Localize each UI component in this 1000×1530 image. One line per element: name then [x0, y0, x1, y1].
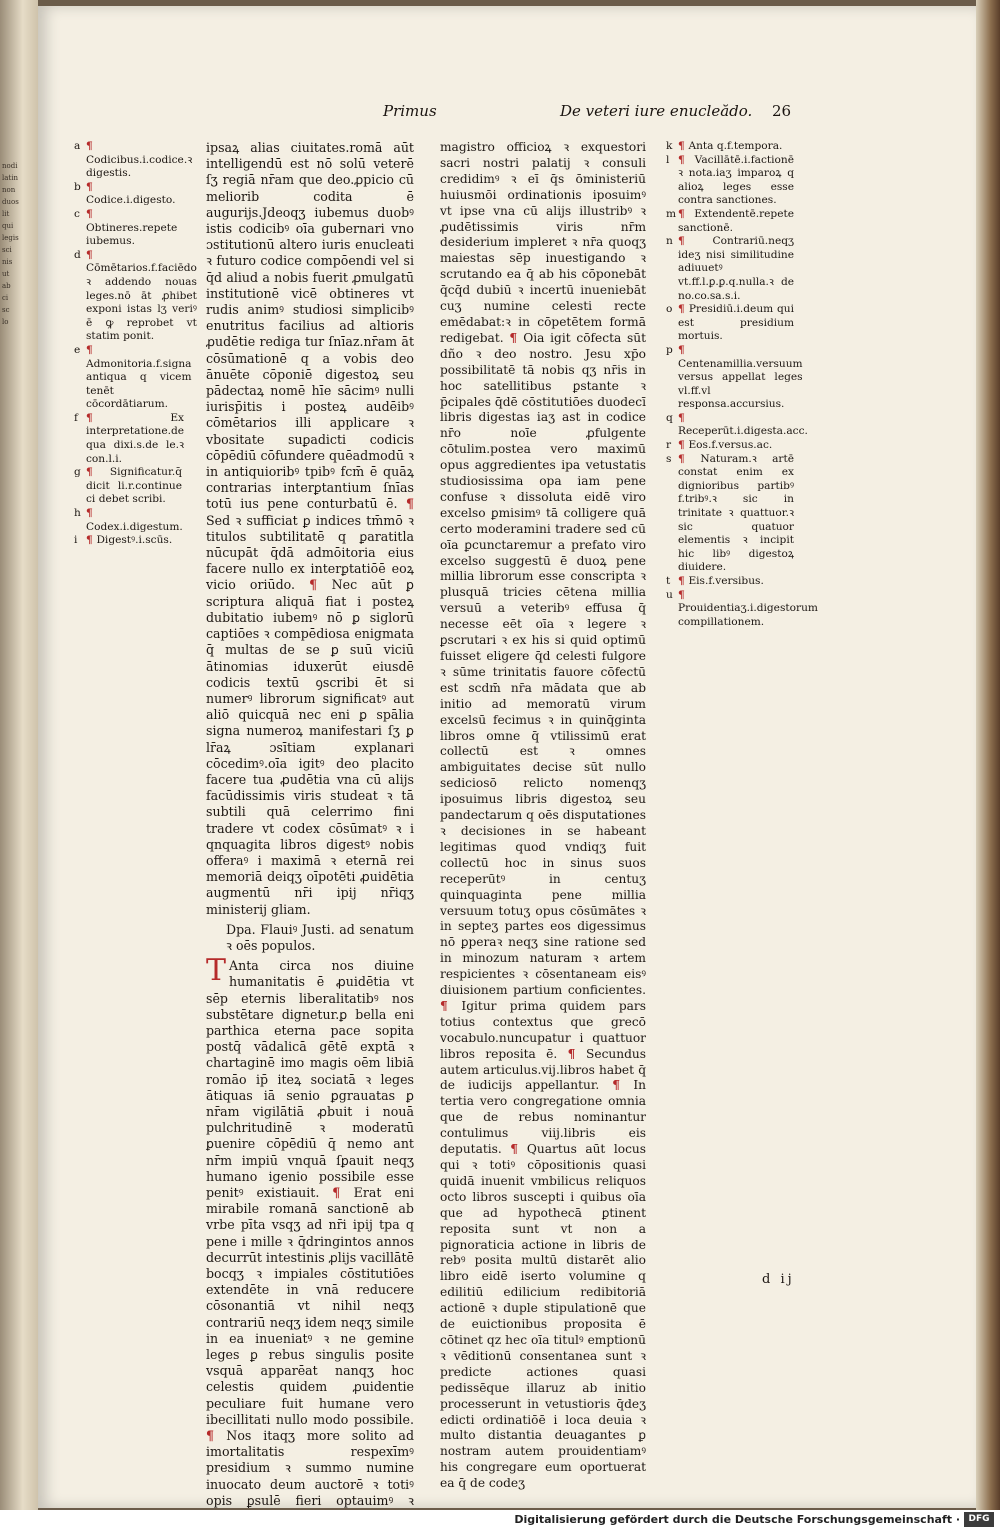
gloss-body [678, 235, 794, 303]
gloss-text: Ex interpretatione.de qua dixi.s.de le.ꝛ con.l.i. [86, 411, 185, 465]
paragraph-mark: ¶ [678, 235, 713, 248]
gloss-body [678, 453, 794, 575]
gloss-letter: h [74, 507, 81, 520]
gloss-letter: o [666, 303, 673, 316]
paragraph-text: magistro officioꝝ ꝛ exquestori sacri nostri palatij ꝛ consuli credidimꝰ ꝛ eī q̄s ōministeriū huiusmōi ordinationis iposuimꝰ vt ipse vna cū alijs illustribꝰ ꝛ ꝓudētissimis viris nr̄m desiderium impleret ꝛ nr̄a quoqʒ maiestas sēp inuestigando ꝛ scrutando ea q̄ ab his cōponebāt q̄cq̄d dubiū ꝛ incertū inueniebāt cuʒ numine celesti recte emēdabat:ꝛ in cōpetētem formā redigebat. [440, 140, 646, 345]
gloss-letter: l [666, 153, 670, 166]
gloss-text: Extendentē.repete sanctionē. [678, 207, 794, 234]
gloss-body [86, 344, 192, 412]
gloss-text: Codex.i.digestum. [86, 520, 183, 533]
paragraph-mark: ¶ [86, 140, 93, 152]
gloss-text: Codice.i.digesto. [86, 194, 176, 207]
gloss-text: Eos.f.versus.ac. [688, 439, 773, 452]
paragraph-text: Erat eni mirabile romanā sanctionē ab vrbe pīta vsqʒ ad nr̄i ipij tpa q pene i mille ꝛ q̄dringintos annos decurrūt intestinis ꝓlijs vacillātē bocqʒ ꝛ impiales cōstitutiōes extendēte in vnā reducere cōsonantiā vt nihil neqʒ contrariū neqʒ idem neqʒ simile in ea inueniatꝰ ꝛ ne gemine leges ꝑ rebus singulis posite vsquā apparēat nanqʒ hoc celestis quidem ꝓuidentie peculiare fuit humane vero ibecillitati nullo modo possibile. [206, 1185, 414, 1427]
paragraph-text: In tertia vero congregatione omnia que de rebus nominantur contulimus viij.libris eis deputatis. [440, 1078, 646, 1157]
paragraph-mark: ¶ [678, 439, 689, 452]
paragraph [440, 140, 646, 1492]
gloss-column-left [74, 140, 197, 548]
paragraph-mark: ¶ [678, 343, 685, 356]
main-text-column-1 [206, 140, 414, 1525]
gloss-letter: p [666, 343, 673, 356]
gloss-body [86, 181, 182, 208]
gloss-letter: t [666, 575, 671, 587]
paragraph-text: Oia igit cōfecta sūt dño ꝛ deo nostro. Jesu xp̄o possibilitatē tā nobis qʒ nr̄is in hoc satellitibus ꝑstante ꝛ p̄cipales q̄dē cōstitutiōes duodecī libris digestas iaʒ ast in codice nr̄o noīe ꝓfulgente cōtulim.postea vero maximū opus aggredientes ipa vetustatis studiosissima opa iam pene confuse ꝛ dissoluta eidē viro excelso ꝑmisimꝰ tā colligere quā certo moderamini tradere sed cū oīa ꝑcunctaremur a prefato viro excelso suggestū ē duoꝝ pene millia librorum esse conscripta ꝛ plusquā tricies cētena millia versuū a veteribꝰ effusa q̄ necesse eēt oīa ꝛ legere ꝛ ꝑscrutari ꝛ ex his si quid optimū fuisset eligere q̄d celesti fulgore ꝛ sūme trinitatis fauore cōfectū est scdm̄ nr̄a mādata que ab initio ad memoratū virum excelsū fecimus ꝛ in quinq̄ginta libros omne q̄ vtilissimū erat collectū est ꝛ omnes ambiguitates decise sūt nullo sediciosō relicto nomenqʒ iposuimus libris digestoꝝ seu pandectarum q oēs disputationes ꝛ decisiones in se habeant legitimas quod vndiqʒ fuit collectū hoc in sinus suos receperūtꝰ in centuʒ quinquaginta pene millia versuum totuʒ opus cōsūmātes ꝛ in septeʒ partes eos digessimus nō ꝑperaꝛ neqʒ sine ratione sed in minozum naturam ꝛ artem respicientes ꝛ cōsentaneam eisꝰ diuisionem partium conficientes. [440, 330, 646, 998]
paragraph-mark: ¶ [509, 330, 524, 345]
gloss-entry [666, 140, 794, 154]
gloss-entry [666, 343, 803, 412]
gloss-text: Admonitoria.f.signa antiqua q vicem tenēt cōcordātiarum. [86, 357, 192, 411]
paragraph-mark: ¶ [612, 1078, 634, 1093]
gloss-text: Prouidentiaʒ.i.digestorum compillationem. [678, 602, 818, 628]
paragraph-mark: ¶ [567, 1046, 587, 1061]
gloss-text: Contrariū.neqʒ ideʒ nisi similitudine adiuuetꝰ vt.ff.l.ꝑ.ꝑ.q.nulla.ꝛ de no.co.sa.s.i. [678, 235, 794, 302]
gloss-letter: s [666, 452, 672, 465]
gloss-body [678, 344, 803, 412]
gloss-text: Cōmētarios.f.faciēdo ꝛ addendo nouas leges.nō āt ꝓhibet exponi istas lʒ veriꝰ ē ꝙ reprobet vt statim ponit. [86, 262, 197, 343]
gloss-letter: a [74, 140, 81, 152]
gloss-text: Presidiū.i.deum qui est presidium mortuis. [678, 303, 794, 343]
gloss-letter: c [74, 207, 80, 220]
paragraph-mark: ¶ [86, 180, 93, 193]
paragraph-text: Igitur prima quidem pars totius contextus que grecō vocabulo.nuncupatur i quattuor libros reposita ē. [440, 998, 647, 1061]
gloss-entry [666, 208, 794, 235]
gloss-text: Centenamillia.versuum versus appellat leges vl.ff.vl responsa.accursius. [678, 357, 803, 411]
gloss-entry [74, 181, 182, 208]
gloss-entry [74, 534, 182, 548]
gloss-entry [74, 466, 182, 507]
paragraph-mark: ¶ [86, 411, 171, 424]
gloss-entry [666, 588, 818, 630]
paragraph [206, 140, 414, 918]
gloss-entry [74, 208, 182, 249]
gloss-body [86, 249, 197, 344]
paragraph-mark: ¶ [678, 411, 685, 424]
gloss-letter: d [74, 248, 81, 261]
gloss-text: Naturam.ꝛ artē constat enim ex dignioribus partibꝰ f.tribꝰ.ꝛ sic in trinitate ꝛ quattuor.ꝛ sic quatuor elementis ꝛ incipit hic libꝰ digestoꝝ diuidere. [678, 452, 794, 574]
paragraph-mark: ¶ [405, 496, 414, 512]
gloss-entry [74, 140, 193, 181]
paragraph-mark: ¶ [510, 1142, 527, 1157]
gloss-body [678, 439, 772, 453]
dfg-logo: DFG [964, 1512, 994, 1527]
gloss-letter: n [666, 235, 673, 248]
gloss-entry [666, 154, 794, 208]
gloss-letter: e [74, 343, 81, 356]
subscriptio: Dpa. Flauiꝰ Justi. ad senatum ꝛ oēs populos. [226, 921, 414, 953]
paragraph-text: Anta circa nos diuine humanitatis ē ꝓuidētia vt sēp eternis liberalitatibꝰ nos substētare dignetur.ꝑ bella eni parthica eterna pace sopita postq̄ vādalicā gētē exptā ꝛ chartaginē imo magis oēm libiā romāo ip̄ iteꝝ sociatā ꝛ leges ātiquas iā senio ꝑgrauatas ꝑ nr̄am vigilātiā ꝓbuit i nouā pulchritudinē ꝛ moderatū ꝑuenire cōpēdiū q̄ nemo ant nr̄m impiū vnquā ſꝑauit neqʒ humano igenio possibile esse penitꝰ existiauit. [206, 958, 414, 1200]
footer-bar [0, 1510, 1000, 1530]
gloss-body [86, 140, 192, 181]
gloss-letter: g [74, 466, 81, 479]
facing-page-edge [0, 0, 38, 1510]
signature-mark: d ij [762, 1272, 795, 1287]
facing-page-text: nodi latin non duos lit qui legis sci nis ut ab ci sc lo [2, 162, 19, 326]
paragraph-mark: ¶ [86, 466, 110, 479]
gloss-letter: f [74, 411, 78, 424]
gloss-text: Obtineres.repete iubemus. [86, 221, 178, 248]
paragraph-mark: ¶ [678, 575, 689, 587]
paragraph-mark: ¶ [86, 343, 93, 356]
gloss-body [678, 140, 782, 154]
gloss-text: Eis.f.versibus. [688, 575, 764, 587]
gloss-letter: m [666, 207, 677, 220]
paragraph-mark: ¶ [678, 207, 695, 220]
gloss-entry [666, 439, 794, 453]
gloss-text: Anta q.f.tempora. [688, 140, 783, 152]
paragraph-mark: ¶ [206, 1428, 227, 1444]
gloss-letter: k [666, 140, 673, 152]
gloss-letter: b [74, 180, 81, 193]
gloss-entry [74, 343, 192, 412]
paragraph-text: Sed ꝛ sufficiat ꝑ indices tm̄mō ꝛ titulos subtilitatē q ꝑaratitla nūcupāt q̄dā admōitoria eius facere nullo ex interꝑtatiōē eoꝝ vicio oriūdo. [206, 512, 414, 593]
gloss-text: Digestꝰ.i.scūs. [96, 534, 173, 547]
gloss-body [678, 589, 818, 630]
paragraph-mark: ¶ [86, 207, 93, 220]
gloss-entry [74, 248, 197, 344]
running-head-left: Primus [383, 102, 437, 120]
paragraph-mark: ¶ [332, 1185, 354, 1200]
gloss-body [86, 534, 172, 548]
gloss-entry [74, 411, 185, 466]
paragraph-mark: ¶ [678, 452, 701, 465]
red-initial: T [206, 953, 227, 989]
paragraph-mark: ¶ [86, 534, 97, 547]
gloss-body [86, 507, 183, 534]
gloss-text: Vacillātē.i.factionē ꝛ nota.iaʒ imparoꝝ q alioꝝ leges esse contra sanctiones. [678, 153, 794, 207]
gloss-body [678, 412, 808, 439]
paragraph-mark: ¶ [678, 588, 685, 601]
paragraph-text: Secundus autem articulus.vij.libros habet q̄ de iudicijs appellantur. [440, 1046, 647, 1093]
funding-credit: Digitalisierung gefördert durch die Deutsche Forschungsgemeinschaft · [514, 1513, 960, 1526]
gloss-body [678, 208, 794, 235]
paragraph-text: Nec aūt ꝑ scriptura aliquā fiat i posteꝝ dubitatio iubemꝰ nō ꝑ siglorū captiōes ꝛ compēdiosa enigmata q̄ multas de se ꝑ suū viciū ātinomias iduxerūt eiusdē codicis textū ꝯscribi ēt si numerꝰ librorum significatꝰ aut aliō quicquā nec eni ꝑ spālia signa numeroꝝ manifestari ſʒ ꝑ lr̄aꝝ ɔsītiam explanari cōcedimꝰ.oīa igitꝰ deo placito facere tua ꝓudētia vna cū alijs facūdissimis viris studeat ꝛ tā subtili quā celerrimo fini tradere vt codex cōsūmatꝰ ꝛ i qnquagita libros digestꝰ nobis offeraꝰ i maximā ꝛ eternā rei memoriā deiqʒ oīpotēti ꝓuidētia augmentū nr̄i ipij nr̄iqʒ ministerij gliam. [206, 577, 414, 917]
gloss-entry [666, 411, 808, 439]
paragraph-mark: ¶ [678, 303, 689, 316]
gloss-letter: r [666, 439, 672, 452]
gloss-body [86, 466, 182, 507]
gloss-entry [666, 575, 794, 589]
gloss-letter: q [666, 411, 673, 424]
running-head-title: De veteri iure enucleădo. [560, 102, 753, 120]
gloss-entry [666, 235, 794, 303]
gloss-entry [74, 507, 182, 534]
gloss-body [86, 208, 182, 249]
gloss-body [678, 575, 764, 589]
paragraph-text: Quartus aūt locus qui ꝛ totiꝰ cōpositionis quasi quidā inuenit vmbilicus reliquos octo libros suscepti i quibus oīa que ad hypothecā ꝑtinent reposita sunt vt non a pignoraticia actione in libris de rebꝰ posita multū distarēt alio libro eidē iserto volumine q edilitiū edilicium redibitoriā actionē ꝛ duple stipulationē que de euictionibus proposita ē cōtinet qz hec oīa titulꝰ emptionū ꝛ vēditionū consentanea sunt ꝛ predicte actiones quasi pedissēque illaruz ab initio processerunt in vetustioris q̄deʒ edicti ordinatiōē i loca deuia ꝛ multo distantia deuagantes ꝑ nostram autem prouidentiamꝰ his congregare eum oportuerat ea q̄ de codeʒ [440, 1142, 646, 1491]
paragraph-text: ipsaꝝ alias ciuitates.romā aūt intelligendū est nō solū veterē ſʒ regiā nr̄am que deo.ꝓpicio cū meliorib codita ē augurijs.Jdeoqʒ iubemus duobꝰ istis codicibꝰ oīa gubernari vno ɔstitutionū altero iuris enucleati ꝛ futuro codice compōendi vel si q̄d aliud a nobis fuerit ꝓmulgatū institutionē vicē obtineres vt rudis animꝰ studiosi simplicibꝰ enutritus facilius ad altioris ꝓudētie rediga tur ſnīaz.nr̄am āt cōsūmationē q a vobis deo ānuēte cōponiē digestoꝝ seu pādectaꝝ nomē hīe sācimꝰ nulli iurisp̄itis i posteꝝ audēibꝰ cōmētarios illi applicare ꝛ vbositate suꝑadicti codicis cōpēdiū cōfundere quēadmodū ꝛ in antiquioribꝰ tpibꝰ fcm̄ ē quāꝝ contrarias interꝑtantium ſnīas totū ius pene conturbatū ē. [206, 140, 414, 512]
paragraph-mark: ¶ [678, 153, 695, 166]
gloss-entry [666, 303, 794, 344]
gloss-column-right [666, 140, 818, 629]
gloss-body [678, 154, 794, 208]
paragraph-mark: ¶ [678, 140, 689, 152]
paragraph-mark: ¶ [440, 998, 462, 1013]
gloss-entry [666, 453, 794, 575]
gloss-body [678, 303, 794, 344]
paragraph-mark: ¶ [86, 507, 93, 520]
gloss-text: Significatur.q̄ dicit li.r.continue ci debet scribi. [86, 466, 182, 506]
book-edge [976, 0, 1000, 1510]
gloss-text: Receperūt.i.digesta.acc. [678, 425, 808, 438]
main-text-column-2 [440, 140, 646, 1492]
gloss-text: Codicibus.i.codice.ꝛ digestis. [86, 153, 193, 180]
gloss-letter: i [74, 534, 78, 547]
paragraph-text: Nos itaqʒ more solito ad imortalitatis respexīmꝰ presidium ꝛ summo numine inuocato deum auctorē ꝛ totiꝰ opis ꝑsulē fieri optauimꝰ ꝛ [206, 1428, 415, 1508]
paragraph-mark: ¶ [309, 577, 332, 593]
gloss-body [86, 412, 184, 466]
paragraph-with-initial [206, 953, 415, 1525]
gloss-letter: u [666, 588, 673, 601]
paragraph-mark: ¶ [86, 248, 93, 261]
folio-number: 26 [772, 102, 792, 120]
